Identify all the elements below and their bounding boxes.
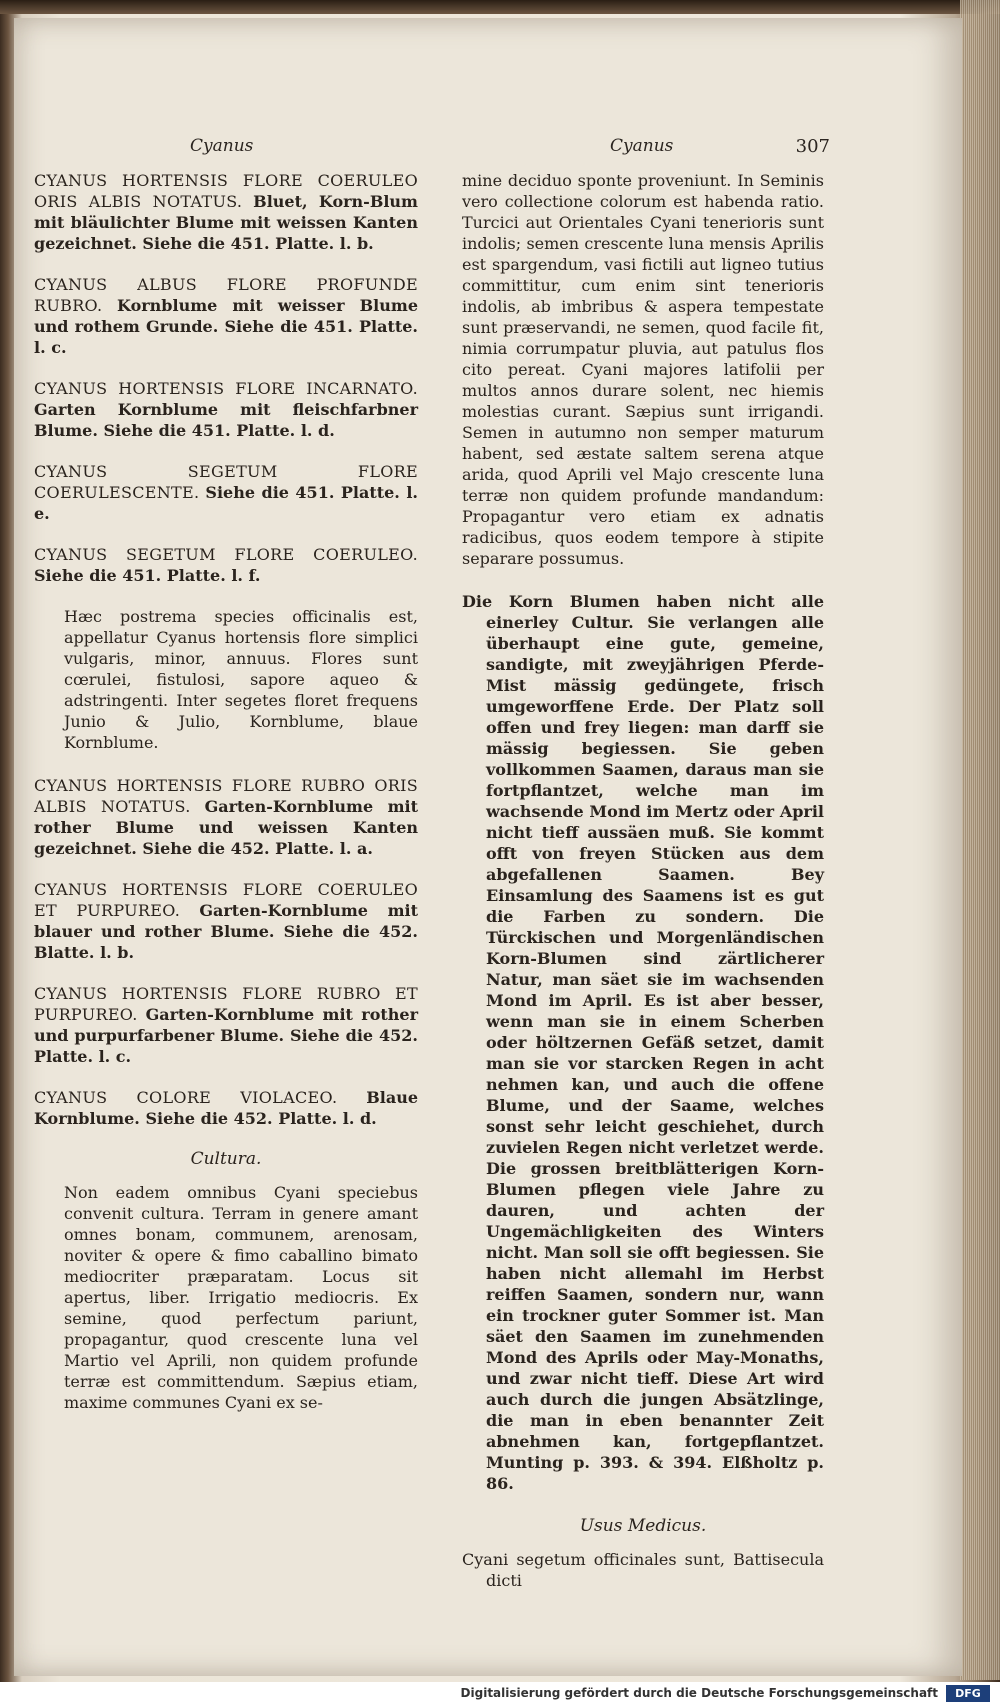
entry-title: CYANUS SEGETUM FLORE COERULESCENTE. (34, 462, 418, 502)
entry-title: CYANUS HORTENSIS FLORE RUBRO ORIS ALBIS NOTATUS. (34, 776, 418, 816)
entry (34, 983, 418, 1067)
usus-heading: Usus Medicus. (579, 1516, 707, 1536)
header-left: Cyanus (190, 136, 254, 156)
entry (34, 378, 418, 441)
footer-bar (0, 1682, 1000, 1706)
entry-text: Siehe die 451. Platte. l. f. (34, 566, 261, 585)
entry-text: Garten-Kornblume mit rother und purpurfarbener Blume. Siehe die 452. Platte. l. c. (34, 1005, 418, 1066)
left-column (34, 170, 418, 1435)
dfg-logo: DFG (946, 1685, 990, 1702)
cultura-heading: Cultura. (190, 1149, 262, 1169)
cultura-text: Non eadem omnibus Cyani speciebus convenit cultura. Terram in genere amant omnes bonam, communem, arenosam, noviter & opere & fimo caballino bimato mediocriter præparatam. Locus sit apertus, liber. Irrigatio mediocris. Ex semine, quod perfectum pariunt, propagantur, quod crescente luna vel Martio vel Aprili, non quidem profunde terræ est committendum. Sæpius etiam, maxime communes Cyani ex se- (64, 1183, 418, 1412)
page-edges (960, 0, 1000, 1680)
entry-title: CYANUS ALBUS FLORE PROFUNDE RUBRO. (34, 275, 418, 315)
entry (34, 274, 418, 358)
entry-title: CYANUS HORTENSIS FLORE COERULEO ORIS ALBIS NOTATUS. (34, 171, 418, 211)
footer-credit: Digitalisierung gefördert durch die Deutsche Forschungsgemeinschaft (460, 1686, 938, 1700)
right-column (462, 170, 824, 1613)
entry-title: CYANUS HORTENSIS FLORE INCARNATO. (34, 379, 418, 398)
usus-text: Cyani segetum officinales sunt, Battisecula dicti (462, 1550, 824, 1590)
entry-title: CYANUS HORTENSIS FLORE COERULEO ET PURPUREO. (34, 880, 418, 920)
entry-text: Blaue Kornblume. Siehe die 452. Platte. l. d. (34, 1088, 418, 1128)
entry-title: CYANUS SEGETUM FLORE COERULEO. (34, 545, 418, 564)
book-top-edge (0, 0, 1000, 14)
entry (34, 1087, 418, 1129)
entry-text: Siehe die 451. Platte. l. e. (34, 483, 418, 523)
entry (34, 461, 418, 524)
entry-text: Garten-Kornblume mit rother Blume und weissen Kanten gezeichnet. Siehe die 452. Platte. l. a. (34, 797, 418, 858)
entry (34, 879, 418, 963)
german-cultur-text: Die Korn Blumen haben nicht alle einerley Cultur. Sie verlangen alle überhaupt eine gute, gemeine, sandigte, mit zweyjährigen Pferde-Mist mässig gedüngete, frisch umgeworffene Erde. Der Platz soll offen und frey liegen: man darff sie mässig begiessen. Sie geben vollkommen Saamen, daraus man sie fortpflantzet, welche man im wachsende Mond im Mertz oder April nicht tieff aussäen muß. Sie kommt offt von freyen Stücken aus dem abgefallenen Saamen. Bey Einsamlung des Saamens ist es gut die Farben zu sondern. Die Türckischen und Morgenländischen Korn-Blumen sind zärtlicherer Natur, man säet sie im wachsenden Mond im April. Es ist aber besser, wenn man sie in einem Scherben oder höltzernen Gefäß setzet, damit man sie vor starcken Regen in acht nehmen kan, und auch die offene Blume, und der Saame, welches sonst sehr leicht geschiehet, durch zuvielen Regen nicht verletzet werde. Die grossen breitblätterigen Korn-Blumen pflegen viele Jahre zu dauren, und achten der Ungemächligkeiten des Winters nicht. Man soll sie offt begiessen. Sie haben nicht allemahl im Herbst reiffen Saamen, sondern nur, wann ein trockner guter Sommer ist. Man säet den Saamen im zunehmenden Mond des Aprils oder May-Monaths, und zwar nicht tieff. Diese Art wird auch durch die jungen Absätzlinge, die man in eben benannter Zeit abnehmen kan, fortgepflantzet. Munting p. 393. & 394. Elßholtz p. 86. (462, 592, 824, 1493)
latin-continuation: mine deciduo sponte proveniunt. In Seminis vero collectione colorum est habenda ratio. Turcici aut Orientales Cyani tenerioris sunt indolis; semen crescente luna mensis Aprilis est spargendum, vasi fictili aut ligneo tutius committitur, cum enim sint tenerioris indolis, ab imbribus & aspera tempestate sunt præservandi, ne semen, quod facile fit, nimia corrumpatur pluvia, aut patulus flos cito pereat. Cyani majores latifolii per multos annos durare solent, nec hiemis molestias curant. Sæpius sunt irrigandi. Semen in autumno non semper maturum habent, sed æstate saltem serena atque arida, quod Aprili vel Majo crescente luna terræ non quidem profunde mandandum: Propagantur vero etiam ex adnatis radicibus, quos eodem tempore à stipite separare possumus. (462, 171, 824, 568)
entry (34, 544, 418, 586)
header-middle: Cyanus (610, 136, 674, 156)
entry-title: CYANUS HORTENSIS FLORE RUBRO ET PURPUREO. (34, 984, 418, 1024)
entry (34, 170, 418, 254)
running-header (190, 136, 830, 164)
page-number: 307 (795, 136, 830, 157)
entry-title: CYANUS COLORE VIOLACEO. (34, 1088, 338, 1107)
entry-text: Garten-Kornblume mit blauer und rother Blume. Siehe die 452. Blatte. l. b. (34, 901, 419, 962)
entry-text: Bluet, Korn-Blum mit bläulichter Blume mit weissen Kanten gezeichnet. Siehe die 451. Platte. l. b. (34, 192, 418, 253)
species-note: Hæc postrema species officinalis est, appellatur Cyanus hortensis flore simplici vulgaris, minor, annuus. Flores sunt cœrulei, fistulosi, sapore aqueo & adstringenti. Inter segetes floret frequens Junio & Julio, Kornblume, blaue Kornblume. (64, 607, 418, 752)
entry-text: Kornblume mit weisser Blume und rothem Grunde. Siehe die 451. Platte. l. c. (34, 296, 418, 357)
entry-text: Garten Kornblume mit fleischfarbner Blume. Siehe die 451. Platte. l. d. (34, 400, 418, 440)
entry (34, 775, 418, 859)
